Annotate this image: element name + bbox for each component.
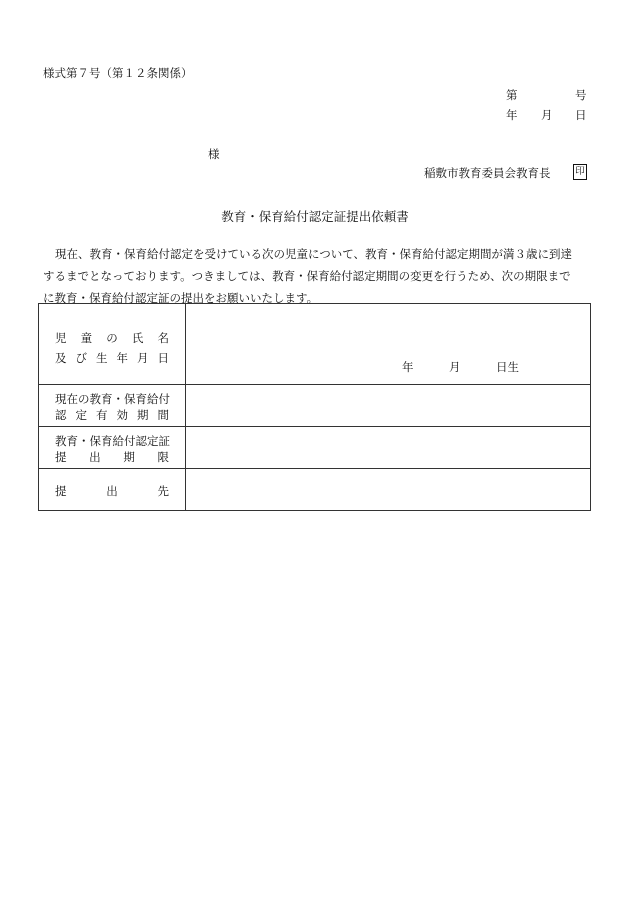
label-char: び (75, 351, 87, 365)
label-char: 児 (55, 331, 67, 345)
label-child-name-birthdate (39, 304, 186, 385)
issue-date-month: 月 (541, 108, 553, 122)
label-char: 先 (157, 484, 169, 498)
document-title: 教育・保育給付認定証提出依頼書 (221, 209, 409, 224)
birth-day-label: 日生 (496, 360, 519, 374)
label-char: 有 (96, 408, 108, 422)
label-text: 教育・保育給付認定証 (55, 434, 170, 448)
label-char: 生 (96, 351, 108, 365)
label-char: 氏 (131, 331, 144, 345)
doc-number-suffix: 号 (575, 88, 587, 102)
label-char: 定 (75, 408, 87, 422)
label-char: 出 (89, 450, 101, 464)
birth-month-label: 月 (449, 360, 461, 374)
body-line: するまでとなっております。つきましては、教育・保育給付認定期間の変更を行うため、次の期限まで (43, 269, 571, 283)
child-name-birthdate-field[interactable] (186, 304, 591, 385)
label-char: 効 (116, 408, 128, 422)
submission-deadline-field[interactable] (186, 427, 591, 469)
addressee-suffix: 様 (208, 147, 220, 161)
label-char: 名 (157, 331, 169, 345)
doc-number-prefix: 第 (506, 88, 518, 102)
form-number: 様式第７号（第１２条関係） (43, 66, 193, 80)
label-char: 及 (55, 351, 67, 365)
body-line: に教育・保育給付認定証の提出をお願いいたします。 (43, 291, 319, 305)
seal-mark: 印 (573, 164, 587, 180)
label-char: 月 (137, 351, 149, 365)
label-char: 期 (137, 408, 149, 422)
label-text: 現在の教育・保育給付 (55, 392, 170, 406)
submission-destination-field[interactable] (186, 469, 591, 511)
label-char: の (106, 331, 118, 345)
label-char: 童 (80, 331, 93, 345)
label-char: 提 (55, 484, 67, 498)
birth-date-line (186, 359, 590, 373)
table-row-period (39, 385, 591, 427)
request-form-table (38, 303, 591, 511)
table-row-destination (39, 469, 591, 511)
label-char: 限 (157, 450, 169, 464)
birth-year-label: 年 (402, 360, 414, 374)
body-paragraph (43, 243, 593, 309)
body-line: 現在、教育・保育給付認定を受けている次の児童について、教育・保育給付認定期間が満３歳に到達 (55, 247, 573, 261)
label-char: 間 (157, 408, 169, 422)
label-char: 期 (123, 450, 135, 464)
issue-date-day: 日 (575, 108, 587, 122)
table-row-child (39, 304, 591, 385)
table-row-deadline (39, 427, 591, 469)
label-current-validity-period (39, 385, 186, 427)
label-submission-destination (39, 469, 186, 511)
label-char: 日 (157, 351, 169, 365)
label-char: 提 (55, 450, 67, 464)
issuer-name: 稲敷市教育委員会教育長 (424, 166, 551, 180)
label-char: 出 (106, 484, 118, 498)
label-char: 年 (116, 351, 128, 365)
current-validity-period-field[interactable] (186, 385, 591, 427)
label-char: 認 (55, 408, 67, 422)
issue-date-year: 年 (506, 108, 518, 122)
label-submission-deadline (39, 427, 186, 469)
